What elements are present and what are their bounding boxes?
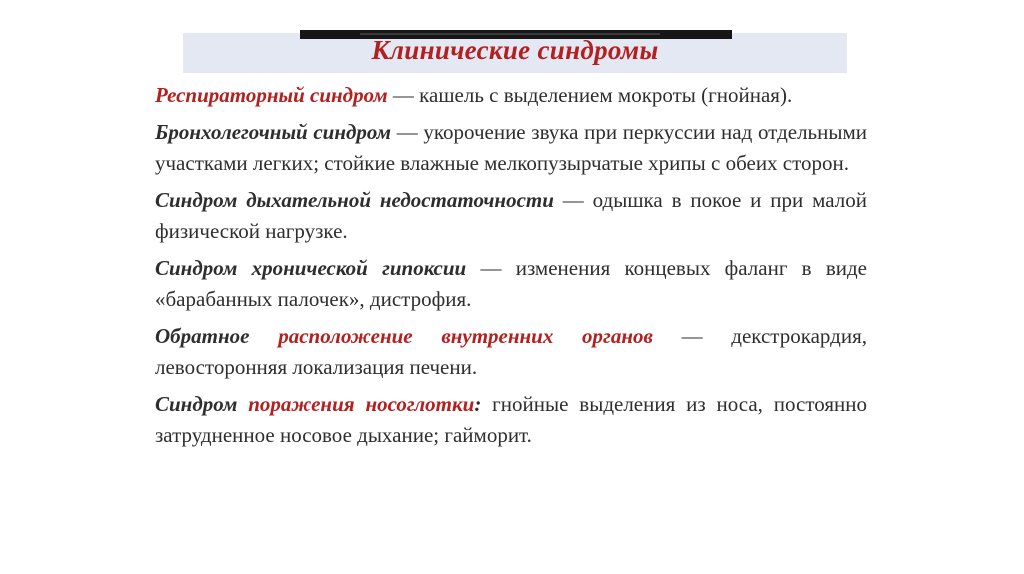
slide-title: Клинические синдромы <box>371 35 659 65</box>
text-chronic-hypoxia: — изменения концевых фаланг в виде «барабанных палочек», дистрофия. <box>155 255 867 311</box>
text-nasopharynx: гнойные выделения из носа, постоянно затрудненное носовое дыхание; гайморит. <box>155 391 867 447</box>
paragraph-respiratory <box>155 80 867 112</box>
paragraph-chronic-hypoxia <box>155 253 867 316</box>
slide-content <box>155 80 867 457</box>
term-nasopharynx-colon: : <box>474 391 482 416</box>
text-situs-inversus: — декстрокардия, левосторонняя локализация печени. <box>155 323 867 379</box>
paragraph-bronchopulmonary <box>155 117 867 180</box>
paragraph-nasopharynx <box>155 389 867 452</box>
term-situs-b: расположение внутренних органов <box>278 323 653 348</box>
term-chronic-hypoxia: Синдром хронической гипоксии <box>155 255 467 280</box>
term-nasopharynx-a: Синдром <box>155 391 238 416</box>
term-situs-a: Обратное <box>155 323 250 348</box>
paragraph-respiratory-failure <box>155 185 867 248</box>
paragraph-situs-inversus <box>155 321 867 384</box>
term-respiratory: Респираторный синдром <box>155 83 388 107</box>
text-bronchopulmonary: — укорочение звука при перкуссии над отдельными участками легких; стойкие влажные мелкопузырчатые хрипы с обеих сторон. <box>155 119 868 175</box>
text-respiratory-failure: — одышка в покое и при малой физической нагрузке. <box>155 187 867 243</box>
term-respiratory-failure: Синдром дыхательной недостаточности <box>155 187 554 212</box>
term-nasopharynx-b: поражения носоглотки <box>248 391 475 416</box>
text-respiratory: — кашель с выделением мокроты (гнойная). <box>387 83 793 107</box>
term-bronchopulmonary: Бронхолегочный синдром <box>155 119 392 144</box>
